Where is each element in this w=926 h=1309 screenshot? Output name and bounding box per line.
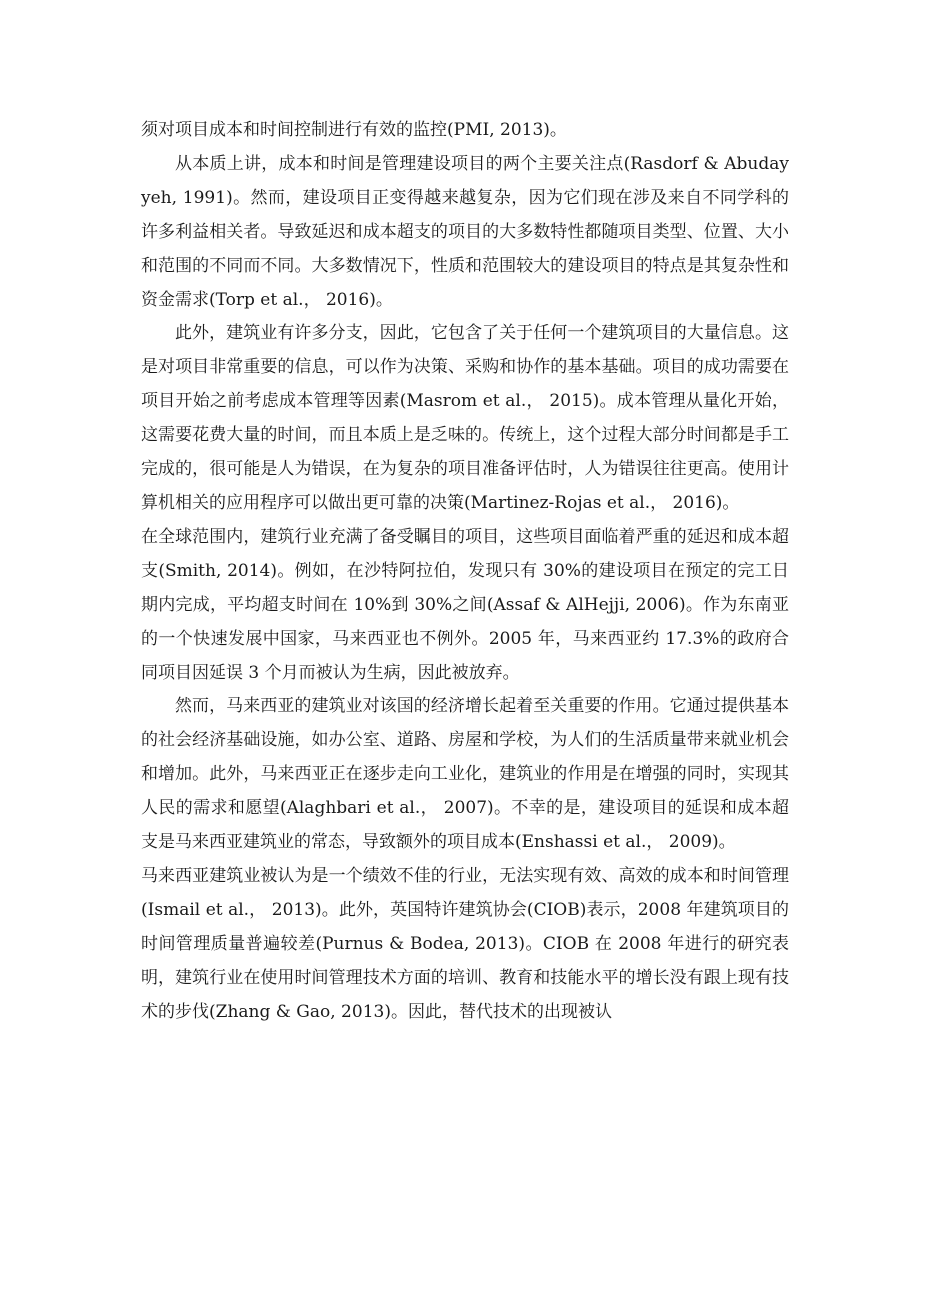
paragraph-1: 须对项目成本和时间控制进行有效的监控(PMI, 2013)。 <box>141 120 567 140</box>
paragraph-5: 然而，马来西亚的建筑业对该国的经济增长起着至关重要的作用。它通过提供基本的社会经济基础设施，如办公室、道路、房屋和学校，为人们的生活质量带来就业机会和增加。此外，马来西亚正在逐步走向工业化，建筑业的作用是在增强的同时，实现其人民的需求和愿望(Alaghbari et al.， 2007)。不幸的是，建设项目的延误和成本超支是马来西亚建筑业的常态，导致额外的项目成本(Enshassi et al.， 2009)。 <box>141 696 789 853</box>
paragraph-2: 从本质上讲，成本和时间是管理建设项目的两个主要关注点(Rasdorf & Abudayyeh, 1991)。然而，建设项目正变得越来越复杂，因为它们现在涉及来自不同学科的许多利益相关者。导致延迟和成本超支的项目的大多数特性都随项目类型、位置、大小和范围的不同而不同。大多数情况下，性质和范围较大的建设项目的特点是其复杂性和资金需求(Torp et al.， 2016)。 <box>141 153 789 310</box>
paragraph-4: 在全球范围内，建筑行业充满了备受瞩目的项目，这些项目面临着严重的延迟和成本超支(Smith, 2014)。例如，在沙特阿拉伯，发现只有 30%的建设项目在预定的完工日期内完成，平均超支时间在 10%到 30%之间(Assaf & AlHejji, 2006)。作为东南亚的一个快速发展中国家，马来西亚也不例外。2005 年，马来西亚约 17.3%的政府合同项目因延误 3 个月而被认为生病，因此被放弃。 <box>141 526 789 683</box>
document-body <box>141 114 789 1029</box>
paragraph-6: 马来西亚建筑业被认为是一个绩效不佳的行业，无法实现有效、高效的成本和时间管理(Ismail et al.， 2013)。此外，英国特许建筑协会(CIOB)表示，2008 年建筑项目的时间管理质量普遍较差(Purnus & Bodea, 2013)。CIOB 在 2008 年进行的研究表明，建筑行业在使用时间管理技术方面的培训、教育和技能水平的增长没有跟上现有技术的步伐(Zhang & Gao, 2013)。因此，替代技术的出现被认 <box>141 865 789 1022</box>
paragraph-3: 此外，建筑业有许多分支，因此，它包含了关于任何一个建筑项目的大量信息。这是对项目非常重要的信息，可以作为决策、采购和协作的基本基础。项目的成功需要在项目开始之前考虑成本管理等因素(Masrom et al.， 2015)。成本管理从量化开始，这需要花费大量的时间，而且本质上是乏味的。传统上，这个过程大部分时间都是手工完成的，很可能是人为错误，在为复杂的项目准备评估时，人为错误往往更高。使用计算机相关的应用程序可以做出更可靠的决策(Martinez-Rojas et al.， 2016)。 <box>141 323 789 513</box>
